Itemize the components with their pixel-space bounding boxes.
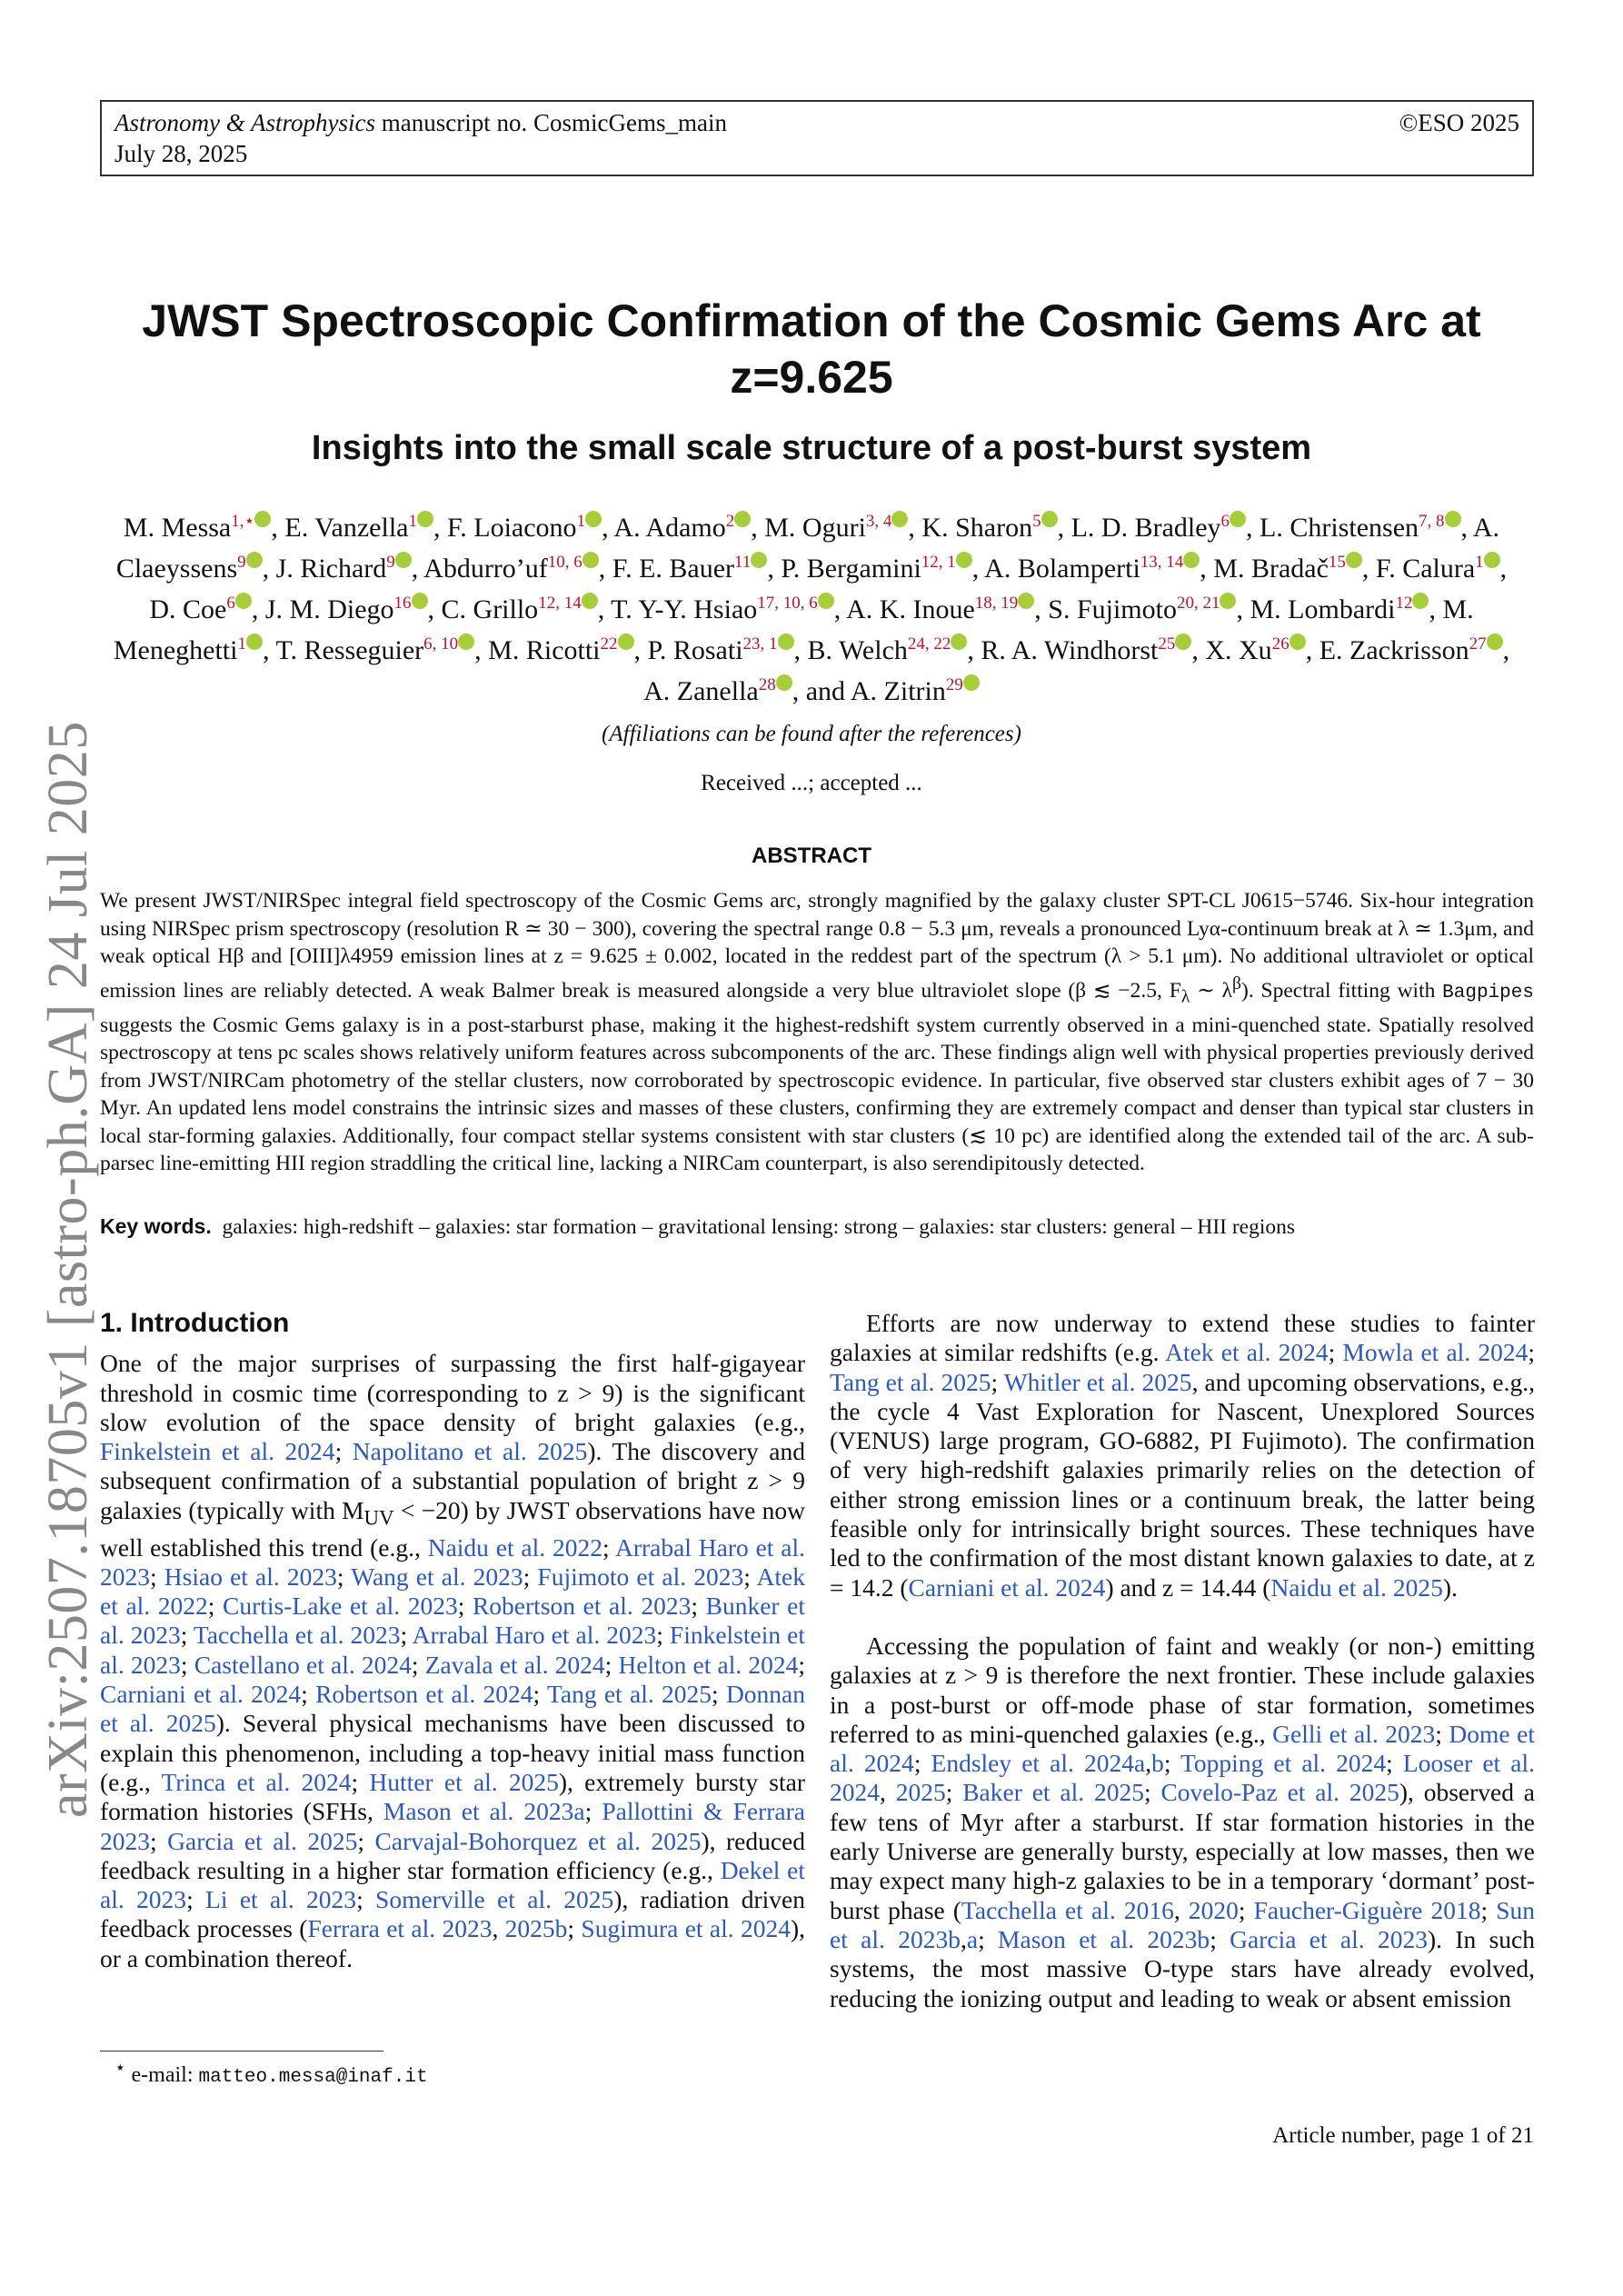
author-name: M. Ricotti xyxy=(488,635,601,665)
citation-link[interactable]: Somerville et al. 2025 xyxy=(375,1885,614,1914)
citation-link[interactable]: Dome et al. 2024 xyxy=(830,1719,1535,1778)
author-affiliation: 2 xyxy=(725,512,735,531)
author-affiliation: 3, 4 xyxy=(865,512,892,531)
citation-link[interactable]: Mason et al. 2023b xyxy=(998,1924,1210,1953)
author xyxy=(275,635,474,665)
orcid-icon[interactable] xyxy=(751,552,767,568)
citation-link[interactable]: Robertson et al. 2023 xyxy=(472,1592,692,1621)
citation-link[interactable]: Mowla et al. 2024 xyxy=(1342,1338,1528,1367)
author-name: A. Claeyssens xyxy=(115,513,1500,584)
abstract-heading: ABSTRACT xyxy=(752,844,871,868)
citation-link[interactable]: Tang et al. 2025 xyxy=(830,1367,991,1396)
citation-link[interactable]: Arrabal Haro et al. 2023 xyxy=(100,1532,805,1591)
author xyxy=(149,594,252,624)
orcid-icon[interactable] xyxy=(891,511,908,527)
citation-link[interactable]: Carvajal-Bohorquez et al. 2025 xyxy=(374,1826,702,1855)
author-name: J. M. Diego xyxy=(264,594,394,624)
author-name: D. Coe xyxy=(149,594,227,624)
orcid-icon[interactable] xyxy=(1018,593,1034,609)
author xyxy=(1260,513,1460,543)
author-affiliation: 11 xyxy=(734,553,752,572)
paper-title: JWST Spectroscopic Confirmation of the Cosmic Gems Arc at z=9.625 xyxy=(142,295,1481,403)
citation-link[interactable]: Hsiao et al. 2023 xyxy=(164,1562,337,1591)
author-affiliation: 13, 14 xyxy=(1140,553,1184,572)
orcid-icon[interactable] xyxy=(778,634,794,650)
citation-link[interactable]: Wang et al. 2023 xyxy=(351,1562,523,1591)
author-name: M. Messa xyxy=(123,513,232,543)
author-name: F. E. Bauer xyxy=(612,554,735,584)
intro-paragraph-3: Accessing the population of faint and weakly (or non-) emitting galaxies at z > 9 is therefore the next frontier. These include galaxies in a post-burst or off-mode phase of star formation, sometimes referred to as mini-quenched galaxies (e.g., Gelli et al. 2023; Dome et al. 2024; Endsley et al. 2024a,b; Topping et al. 2024; Looser et al. 2024, 2025; Baker et al. 2025; Covelo-Paz et al. 2025), observed a few tens of Myr after a starburst. If star formation histories in the early Universe are generally bursty, especially at low masses, then we may expect many high-z galaxies to be in a temporary ‘dormant’ post-burst phase (Tacchella et al. 2016, 2020; Faucher-Giguère 2018; Sun et al. 2023b,a; Mason et al. 2023b; Garcia et al. 2023). In such systems, the most massive O-type stars have already evolved, reducing the ionizing output and leading to weak or absent emission xyxy=(830,1631,1536,2012)
orcid-icon[interactable] xyxy=(458,634,474,650)
author xyxy=(846,594,1034,624)
author xyxy=(1250,594,1429,624)
author-affiliation: 9 xyxy=(386,553,395,572)
arxiv-stamp[interactable]: arXiv:2507.18705v1 [astro-ph.GA] 24 Jul 2025 xyxy=(37,721,99,1818)
email-link[interactable]: matteo.messa@inaf.it xyxy=(198,2067,428,2088)
author xyxy=(1319,635,1503,665)
citation-link[interactable]: Topping et al. 2024 xyxy=(1180,1749,1387,1778)
author xyxy=(781,554,971,584)
author xyxy=(613,513,751,543)
citation-link[interactable]: Tacchella et al. 2016 xyxy=(961,1895,1174,1924)
author xyxy=(1048,594,1236,624)
author xyxy=(284,513,433,543)
author-name: A. Adamo xyxy=(613,513,726,543)
orcid-icon[interactable] xyxy=(1487,634,1503,650)
orcid-icon[interactable] xyxy=(963,674,980,691)
orcid-icon[interactable] xyxy=(254,511,271,527)
author xyxy=(1213,554,1362,584)
author-affiliation: 26 xyxy=(1271,634,1289,654)
orcid-icon[interactable] xyxy=(1289,634,1306,650)
intro-paragraph-2: Efforts are now underway to extend these studies to fainter galaxies at similar redshifts (e.g. Atek et al. 2024; Mowla et al. 2024; Tang et al. 2025; Whitler et al. 2025, and upcoming observations, e.g., the cycle 4 Vast Exploration for Nascent, Unexplored Sources (VENUS) large program, GO-6882, PI Fujimoto). The confirmation of very high-redshift galaxies primarily relies on the detection of either strong emission lines or a continuum break, the latter being feasible only for intrinsically bright sources. These techniques have led to the confirmation of the most distant known galaxies to date, at z = 14.2 (Carniani et al. 2024) and z = 14.44 (Naidu et al. 2025). xyxy=(830,1309,1535,1602)
author-affiliation: 23, 1 xyxy=(742,634,778,654)
author-affiliation: 29 xyxy=(945,675,963,694)
author xyxy=(488,635,633,665)
paper-subtitle: Insights into the small scale structure of a post-burst system xyxy=(311,429,1312,467)
author xyxy=(643,676,792,706)
orcid-icon[interactable] xyxy=(956,552,972,568)
author xyxy=(648,635,794,665)
author-name: T. Resseguier xyxy=(275,635,424,665)
author-name: F. Loiacono xyxy=(446,513,577,543)
keywords: Key words. galaxies: high-redshift – galaxies: star formation – gravitational lensing: strong – galaxies: star clusters: general – HII regions xyxy=(100,1214,1296,1239)
author-affiliation: 1,⋆ xyxy=(231,512,255,531)
citation-link[interactable]: Li et al. 2023 xyxy=(205,1885,357,1914)
orcid-icon[interactable] xyxy=(412,593,428,609)
orcid-icon[interactable] xyxy=(1041,511,1058,527)
author-name: P. Bergamini xyxy=(781,554,921,584)
header-date: July 28, 2025 xyxy=(115,140,248,167)
author-name: M. Bradač xyxy=(1213,554,1329,584)
author-affiliation: 10, 6 xyxy=(547,553,582,572)
author-name: C. Grillo xyxy=(441,594,539,624)
citation-link[interactable]: Pallottini & Ferrara 2023 xyxy=(100,1797,805,1855)
author xyxy=(981,635,1191,665)
author-name: K. Sharon xyxy=(921,513,1033,543)
citation-link[interactable]: 2025 xyxy=(895,1778,946,1807)
orcid-icon[interactable] xyxy=(818,593,834,609)
citation-link[interactable]: Finkelstein et al. 2023 xyxy=(100,1621,805,1679)
citation-link[interactable]: Tang et al. 2025 xyxy=(546,1680,712,1709)
author-affiliation: 1 xyxy=(408,512,417,531)
citation-link[interactable]: Trinca et al. 2024 xyxy=(161,1767,352,1796)
author: and A. Zitrin$^{29}$ xyxy=(806,676,980,706)
author-affiliation: 6 xyxy=(226,594,235,613)
left-column xyxy=(100,1309,805,1973)
citation-link[interactable]: Covelo-Paz et al. 2025 xyxy=(1160,1778,1399,1807)
author-list: M. Messa$^{1,⋆}$ , E. Vanzella$^1$ , F. Loiacono$^1$ , A. Adamo$^2$ , M. Oguri$^{3, 4}$ , K. Sharon$^5$ , L. D. Bradley$^6$ , L. Christensen$^{7, 8}$ , A. Claeyssens$^9$ , J. Richard$^9$ , Abdurro’uf$^{10, 6}$ , F. E. Bauer$^{11}$ , P. Bergamini$^{12, 1}$ , A. Bolamperti$^{13, 14}$ , M. Bradač$^{15}$ , F. Calura$^1$ , D. Coe$^6$ , J. M. Diego$^{16}$ , C. Grillo$^{12, 14}$ , T. Y-Y. Hsiao$^{17, 10, 6}$ , A. K. Inoue$^{18, 19}$ , S. Fujimoto$^{20, 21}$ , M. Lombardi$^{12}$ , M. Meneghetti$^1$ , T. Resseguier$^{6, 10}$ , M. Ricotti$^{22}$ , P. Rosati$^{23, 1}$ , B. Welch$^{24, 22}$ , R. A. Windhorst$^{25}$ , X. Xu$^{26}$ , E. Zackrisson$^{27}$ , A. Zanella$^{28}$ , and A. Zitrin$^{29}$ xyxy=(113,512,1510,706)
author-name: X. Xu xyxy=(1205,635,1272,665)
copyright: ©ESO 2025 xyxy=(1399,109,1519,136)
author-name: T. Y-Y. Hsiao xyxy=(611,594,758,624)
author-affiliation: 25 xyxy=(1158,634,1176,654)
author-name: A. Zanella xyxy=(643,676,759,706)
citation-link[interactable]: Ferrara et al. 2023 xyxy=(307,1914,493,1943)
author-name: M. Oguri xyxy=(764,513,866,543)
citation-link[interactable]: Carniani et al. 2024 xyxy=(908,1572,1106,1602)
abstract-text: We present JWST/NIRSpec integral field spectroscopy of the Cosmic Gems arc, strongly magnified by the galaxy cluster SPT-CL J0615−5746. Six-hour integration using NIRSpec prism spectroscopy (resolution R ≃ 30 − 300), covering the spectral range 0.8 − 5.3 μm, reveals a pronounced Lyα-continuum break at λ ≃ 1.3μm, and weak optical Hβ and [OIII]λ4959 emission lines at z = 9.625 ± 0.002, located in the reddest part of the spectrum (λ > 5.1 μm). No additional ultraviolet or optical emission lines are reliably detected. A weak Balmer break is measured alongside a very blue ultraviolet slope (β ≲ −2.5, $F_\lambda$ ∼ $\lambda^\beta$). Spectral fitting with Bagpipes suggests the Cosmic Gems galaxy is in a post-starburst phase, making it the highest-redshift system currently observed in a mini-quenched state. Spatially resolved spectroscopy at tens pc scales shows relatively uniform features across subcomponents of the arc. These findings align well with physical properties previously derived from JWST/NIRCam photometry of the stellar clusters, now corroborated by spectroscopic evidence. In particular, five observed star clusters exhibit ages of 7 − 30 Myr. An updated lens model constrains the intrinsic sizes and masses of these clusters, confirming they are extremely compact and denser than typical star clusters in local star-forming galaxies. Additionally, four compact stellar systems consistent with star clusters (≲ 10 pc) are identified along the extended tail of the arc. A sub-parsec line-emitting HII region straddling the critical line, lacking a NIRCam counterpart, is also serendipitously detected. xyxy=(100,889,1534,1176)
author-affiliation: 1 xyxy=(1475,553,1484,572)
citation-link[interactable]: Helton et al. 2024 xyxy=(618,1650,799,1679)
author xyxy=(265,594,428,624)
orcid-icon[interactable] xyxy=(1220,593,1236,609)
author-affiliation: 24, 22 xyxy=(907,634,951,654)
author-name: B. Welch xyxy=(807,635,908,665)
author xyxy=(612,554,768,584)
orcid-icon[interactable] xyxy=(776,674,792,691)
author-affiliation: 9 xyxy=(237,553,246,572)
author xyxy=(1071,513,1246,543)
orcid-icon[interactable] xyxy=(1346,552,1362,568)
author-name: J. Richard xyxy=(275,554,387,584)
code-bagpipes: Bagpipes xyxy=(1442,982,1534,1003)
citation-link[interactable]: Bunker et al. 2023 xyxy=(100,1592,806,1650)
author-affiliation: 16 xyxy=(393,594,412,613)
orcid-icon[interactable] xyxy=(734,511,751,527)
author-affiliation: 12 xyxy=(1395,594,1413,613)
orcid-icon[interactable] xyxy=(395,552,412,568)
citation-link[interactable]: Atek et al. 2024 xyxy=(1165,1338,1329,1367)
orcid-icon[interactable] xyxy=(1183,552,1200,568)
orcid-icon[interactable] xyxy=(246,634,263,650)
author-affiliation: 17, 10, 6 xyxy=(757,594,818,613)
intro-paragraph-1: One of the major surprises of surpassing the first half-gigayear threshold in cosmic time (corresponding to z > 9) is the significant slow evolution of the space density of bright galaxies (e.g., Finkelstein et al. 2024; Napolitano et al. 2025). The discovery and subsequent confirmation of a substantial population of bright z > 9 galaxies (typically with $M_{UV} < -20$) by JWST observations have now well established this trend (e.g., Naidu et al. 2022; Arrabal Haro et al. 2023; Hsiao et al. 2023; Wang et al. 2023; Fujimoto et al. 2023; Atek et al. 2022; Curtis-Lake et al. 2023; Robertson et al. 2023; Bunker et al. 2023; Tacchella et al. 2023; Arrabal Haro et al. 2023; Finkelstein et al. 2023; Castellano et al. 2024; Zavala et al. 2024; Helton et al. 2024; Carniani et al. 2024; Robertson et al. 2024; Tang et al. 2025; Donnan et al. 2025). Several physical mechanisms have been discussed to explain this phenomenon, including a top-heavy initial mass function (e.g., Trinca et al. 2024; Hutter et al. 2025), extremely bursty star formation histories (SFHs, Mason et al. 2023a; Pallottini & Ferrara 2023; Garcia et al. 2025; Carvajal-Bohorquez et al. 2025), reduced feedback resulting in a higher star formation efficiency (e.g., Dekel et al. 2023; Li et al. 2023; Somerville et al. 2025), radiation driven feedback processes (Ferrara et al. 2023, 2025b; Sugimura et al. 2024), or a combination thereof. xyxy=(100,1349,806,1972)
citation-link[interactable]: Finkelstein et al. 2024 xyxy=(100,1437,335,1466)
author xyxy=(921,513,1057,543)
orcid-icon[interactable] xyxy=(1445,511,1461,527)
author-name: M. Meneghetti xyxy=(113,594,1474,665)
citation-link[interactable]: Curtis-Lake et al. 2023 xyxy=(223,1592,458,1621)
footnote: ⋆ e-mail: matteo.messa@inaf.it xyxy=(115,2058,428,2088)
citation-link[interactable]: Hutter et al. 2025 xyxy=(369,1767,559,1796)
affiliations-note: (Affiliations can be found after the references) xyxy=(602,722,1021,746)
author-name: L. Christensen xyxy=(1260,513,1419,543)
author xyxy=(276,554,412,584)
orcid-icon[interactable] xyxy=(1484,552,1500,568)
right-column xyxy=(830,1309,1535,2013)
author-name: A. K. Inoue xyxy=(846,594,975,624)
citation-link[interactable]: Gelli et al. 2023 xyxy=(1272,1719,1436,1748)
author-affiliation: 12, 14 xyxy=(538,594,582,613)
citation-link[interactable]: Tacchella et al. 2023 xyxy=(193,1621,401,1650)
author-affiliation: 15 xyxy=(1328,553,1346,572)
author-affiliation: 7, 8 xyxy=(1419,512,1445,531)
author xyxy=(984,554,1200,584)
author-affiliation: 12, 1 xyxy=(921,553,956,572)
author-name: L. D. Bradley xyxy=(1070,513,1221,543)
author-name: E. Zackrisson xyxy=(1319,635,1469,665)
author-affiliation: 5 xyxy=(1032,512,1041,531)
orcid-icon[interactable] xyxy=(1230,511,1246,527)
author-name: Abdurro’uf xyxy=(423,554,548,584)
author xyxy=(1205,635,1305,665)
author-name: F. Calura xyxy=(1375,554,1476,584)
page-number: Article number, page 1 of 21 xyxy=(1272,2123,1534,2148)
citation-link[interactable]: Garcia et al. 2025 xyxy=(167,1826,358,1855)
citation-link[interactable]: Donnan et al. 2025 xyxy=(100,1680,806,1738)
author-affiliation: 6, 10 xyxy=(423,634,459,654)
orcid-icon[interactable] xyxy=(1412,593,1429,609)
author xyxy=(423,554,599,584)
citation-link[interactable]: Garcia et al. 2023 xyxy=(1230,1924,1428,1953)
author-affiliation: 28 xyxy=(758,675,776,694)
author-affiliation: 22 xyxy=(600,634,618,654)
citation-link[interactable]: Castellano et al. 2024 xyxy=(194,1650,412,1679)
author xyxy=(611,594,834,624)
citation-link[interactable]: Faucher-Giguère 2018 xyxy=(1253,1895,1481,1924)
author-name: R. A. Windhorst xyxy=(981,635,1159,665)
orcid-icon[interactable] xyxy=(246,552,263,568)
author-affiliation: 27 xyxy=(1469,634,1487,654)
author-name: P. Rosati xyxy=(647,635,743,665)
section-heading-introduction: 1. Introduction xyxy=(100,1308,290,1338)
citation-link[interactable]: 2025b xyxy=(504,1914,568,1943)
citation-link[interactable]: Naidu et al. 2025 xyxy=(1270,1572,1443,1602)
citation-link[interactable]: Endsley et al. 2024a xyxy=(931,1749,1146,1778)
orcid-icon[interactable] xyxy=(951,634,967,650)
author xyxy=(442,594,598,624)
citation-link[interactable]: b xyxy=(1151,1749,1164,1778)
citation-link[interactable]: Mason et al. 2023a xyxy=(383,1797,585,1826)
orcid-icon[interactable] xyxy=(585,511,602,527)
orcid-icon[interactable] xyxy=(582,593,598,609)
citation-link[interactable]: Naidu et al. 2022 xyxy=(427,1532,602,1562)
author xyxy=(808,635,968,665)
citation-link[interactable]: a xyxy=(966,1924,979,1953)
citation-link[interactable]: Looser et al. 2024 xyxy=(830,1749,1535,1807)
author-name: E. Vanzella xyxy=(284,513,409,543)
author-affiliation: 1 xyxy=(237,634,246,654)
citation-link[interactable]: Whitler et al. 2025 xyxy=(1003,1367,1192,1396)
author-name: A. Bolamperti xyxy=(984,554,1140,584)
citation-link[interactable]: Atek et al. 2022 xyxy=(100,1562,805,1621)
orcid-icon[interactable] xyxy=(235,593,252,609)
manuscript-line: Astronomy & Astrophysics manuscript no. CosmicGems_main xyxy=(115,109,727,136)
author-affiliation: 18, 19 xyxy=(974,594,1019,613)
citation-link[interactable]: Dekel et al. 2023 xyxy=(100,1855,805,1914)
citation-link[interactable]: Robertson et al. 2024 xyxy=(315,1680,533,1709)
orcid-icon[interactable] xyxy=(618,634,634,650)
citation-link[interactable]: Sun et al. 2023b xyxy=(830,1895,1536,1953)
orcid-icon[interactable] xyxy=(582,552,599,568)
author-affiliation: 1 xyxy=(576,512,586,531)
citation-link[interactable]: Napolitano et al. 2025 xyxy=(352,1437,588,1466)
citation-link[interactable]: Fujimoto et al. 2023 xyxy=(537,1562,744,1591)
journal-header xyxy=(100,100,1534,176)
received-line: Received ...; accepted ... xyxy=(701,771,922,795)
author xyxy=(447,513,602,543)
author-affiliation: 6 xyxy=(1220,512,1230,531)
author xyxy=(124,513,272,543)
author-name: M. Lombardi xyxy=(1250,594,1396,624)
citation-link[interactable]: Zavala et al. 2024 xyxy=(424,1650,605,1679)
orcid-icon[interactable] xyxy=(417,511,433,527)
author-name: A. Zitrin xyxy=(850,676,946,706)
author xyxy=(764,513,908,543)
citation-link[interactable]: Baker et al. 2025 xyxy=(962,1778,1144,1807)
orcid-icon[interactable] xyxy=(1175,634,1191,650)
citation-link[interactable]: 2020 xyxy=(1188,1895,1239,1924)
citation-link[interactable]: Sugimura et al. 2024 xyxy=(581,1914,791,1943)
author xyxy=(1376,554,1500,584)
citation-link[interactable]: Carniani et al. 2024 xyxy=(100,1680,302,1709)
citation-link[interactable]: Arrabal Haro et al. 2023 xyxy=(412,1621,657,1650)
author-name: S. Fujimoto xyxy=(1048,594,1177,624)
author-affiliation: 20, 21 xyxy=(1176,594,1220,613)
